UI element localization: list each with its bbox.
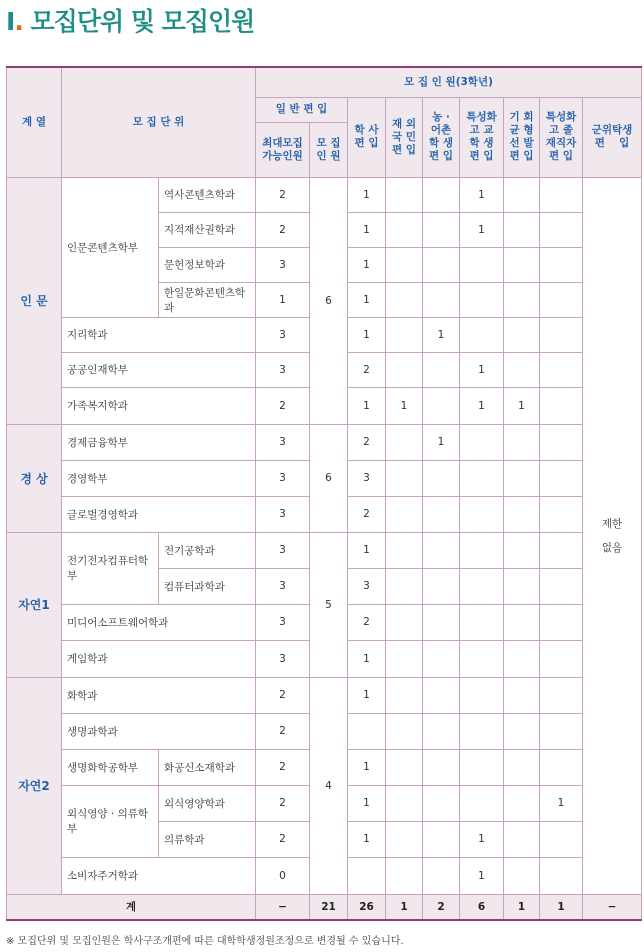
max-cell: 2 — [256, 713, 310, 749]
header-special-work: 특성화 고 졸 재직자 편 입 — [540, 97, 583, 177]
rural-cell — [423, 640, 460, 677]
equal-cell: 1 — [504, 387, 540, 424]
overseas-cell — [386, 821, 423, 857]
special-hs-cell — [460, 460, 504, 496]
header-equal: 기 회 균 형 선 발 편 입 — [504, 97, 540, 177]
equal-cell — [504, 821, 540, 857]
special-work-cell — [540, 532, 583, 568]
special-hs-cell — [460, 785, 504, 821]
max-cell: 2 — [256, 749, 310, 785]
dept-name: 글로벌경영학과 — [62, 496, 256, 532]
overseas-cell: 1 — [386, 387, 423, 424]
special-work-cell — [540, 352, 583, 387]
bachelor-cell: 1 — [348, 532, 386, 568]
special-work-cell — [540, 568, 583, 604]
equal-cell — [504, 247, 540, 282]
max-cell: 2 — [256, 212, 310, 247]
special-work-cell — [540, 677, 583, 713]
special-hs-cell — [460, 424, 504, 460]
group-nature1: 자연1 — [7, 532, 62, 677]
header-unit: 모 집 단 위 — [62, 67, 256, 177]
special-work-cell — [540, 857, 583, 894]
header-max: 최대모집 가능인원 — [256, 122, 310, 177]
division-food: 외식영양 · 의류학부 — [62, 785, 159, 857]
rural-cell — [423, 568, 460, 604]
overseas-cell — [386, 568, 423, 604]
quota-nature2: 4 — [310, 677, 348, 894]
rural-cell — [423, 352, 460, 387]
dept-name: 게임학과 — [62, 640, 256, 677]
equal-cell — [504, 677, 540, 713]
rural-cell — [423, 857, 460, 894]
max-cell: 3 — [256, 460, 310, 496]
title-dot: . — [14, 7, 23, 36]
special-hs-cell — [460, 496, 504, 532]
dept-name: 경영학부 — [62, 460, 256, 496]
dept-name: 의류학과 — [159, 821, 256, 857]
total-quota: 21 — [310, 894, 348, 920]
special-hs-cell — [460, 713, 504, 749]
header-recruit: 모 집 인 원(3학년) — [256, 67, 642, 97]
rural-cell: 1 — [423, 424, 460, 460]
max-cell: 3 — [256, 532, 310, 568]
total-equal: 1 — [504, 894, 540, 920]
dept-name: 가족복지학과 — [62, 387, 256, 424]
bachelor-cell — [348, 857, 386, 894]
max-cell: 3 — [256, 424, 310, 460]
equal-cell — [504, 713, 540, 749]
max-cell: 1 — [256, 282, 310, 317]
special-work-cell — [540, 177, 583, 212]
special-hs-cell: 1 — [460, 352, 504, 387]
overseas-cell — [386, 247, 423, 282]
equal-cell — [504, 749, 540, 785]
special-hs-cell: 1 — [460, 857, 504, 894]
special-work-cell — [540, 424, 583, 460]
special-work-cell — [540, 640, 583, 677]
special-hs-cell — [460, 317, 504, 352]
special-work-cell — [540, 212, 583, 247]
total-military: − — [583, 894, 642, 920]
group-humanities: 인 문 — [7, 177, 62, 424]
overseas-cell — [386, 713, 423, 749]
special-hs-cell — [460, 282, 504, 317]
division-electric: 전기전자컴퓨터학부 — [62, 532, 159, 604]
dept-name: 컴퓨터과학과 — [159, 568, 256, 604]
total-label: 계 — [7, 894, 256, 920]
header-gyeyeol: 계 열 — [7, 67, 62, 177]
overseas-cell — [386, 785, 423, 821]
bachelor-cell: 1 — [348, 640, 386, 677]
header-military: 군위탁생 편 입 — [583, 97, 642, 177]
bachelor-cell: 2 — [348, 352, 386, 387]
bachelor-cell: 1 — [348, 749, 386, 785]
overseas-cell — [386, 749, 423, 785]
max-cell: 3 — [256, 640, 310, 677]
bachelor-cell: 1 — [348, 785, 386, 821]
max-cell: 2 — [256, 785, 310, 821]
dept-name: 역사콘텐츠학과 — [159, 177, 256, 212]
bachelor-cell: 1 — [348, 317, 386, 352]
special-hs-cell — [460, 532, 504, 568]
special-hs-cell — [460, 604, 504, 640]
dept-name: 한일문화콘텐츠학과 — [159, 282, 256, 317]
equal-cell — [504, 640, 540, 677]
special-work-cell — [540, 821, 583, 857]
special-hs-cell: 1 — [460, 387, 504, 424]
total-rural: 2 — [423, 894, 460, 920]
rural-cell — [423, 604, 460, 640]
special-hs-cell — [460, 749, 504, 785]
rural-cell — [423, 247, 460, 282]
special-work-cell — [540, 247, 583, 282]
equal-cell — [504, 282, 540, 317]
max-cell: 3 — [256, 352, 310, 387]
dept-name: 미디어소프트웨어학과 — [62, 604, 256, 640]
overseas-cell — [386, 604, 423, 640]
header-rural: 농 · 어촌 학 생 편 입 — [423, 97, 460, 177]
overseas-cell — [386, 496, 423, 532]
dept-name: 문헌정보학과 — [159, 247, 256, 282]
max-cell: 2 — [256, 387, 310, 424]
max-cell: 2 — [256, 677, 310, 713]
rural-cell — [423, 532, 460, 568]
dept-name: 생명과학과 — [62, 713, 256, 749]
equal-cell — [504, 604, 540, 640]
footnote: ※ 모집단위 및 모집인원은 학사구조개편에 따른 대학학생정원조정으로 변경될 수 있습니다. — [6, 936, 404, 947]
total-bachelor: 26 — [348, 894, 386, 920]
rural-cell — [423, 212, 460, 247]
overseas-cell — [386, 677, 423, 713]
header-general: 일 반 편 입 — [256, 97, 348, 122]
military-note: 제한 없음 — [583, 177, 642, 894]
dept-name: 화학과 — [62, 677, 256, 713]
equal-cell — [504, 424, 540, 460]
page-title — [6, 2, 254, 42]
rural-cell — [423, 785, 460, 821]
special-hs-cell: 1 — [460, 212, 504, 247]
total-overseas: 1 — [386, 894, 423, 920]
max-cell: 2 — [256, 821, 310, 857]
bachelor-cell: 2 — [348, 496, 386, 532]
equal-cell — [504, 496, 540, 532]
dept-name: 소비자주거학과 — [62, 857, 256, 894]
quota-business: 6 — [310, 424, 348, 532]
equal-cell — [504, 785, 540, 821]
quota-humanities: 6 — [310, 177, 348, 424]
rural-cell — [423, 282, 460, 317]
dept-name: 경제금융학부 — [62, 424, 256, 460]
overseas-cell — [386, 857, 423, 894]
dept-name: 외식영양학과 — [159, 785, 256, 821]
dept-name: 지리학과 — [62, 317, 256, 352]
special-work-cell — [540, 317, 583, 352]
equal-cell — [504, 177, 540, 212]
bachelor-cell: 2 — [348, 424, 386, 460]
overseas-cell — [386, 317, 423, 352]
rural-cell — [423, 677, 460, 713]
overseas-cell — [386, 424, 423, 460]
dept-name: 공공인재학부 — [62, 352, 256, 387]
overseas-cell — [386, 212, 423, 247]
special-hs-cell: 1 — [460, 177, 504, 212]
max-cell: 3 — [256, 568, 310, 604]
equal-cell — [504, 212, 540, 247]
special-work-cell — [540, 604, 583, 640]
overseas-cell — [386, 460, 423, 496]
special-hs-cell — [460, 247, 504, 282]
total-max: − — [256, 894, 310, 920]
special-hs-cell — [460, 677, 504, 713]
bachelor-cell: 2 — [348, 604, 386, 640]
special-work-cell: 1 — [540, 785, 583, 821]
recruitment-table — [6, 66, 642, 921]
bachelor-cell: 1 — [348, 387, 386, 424]
bachelor-cell: 1 — [348, 821, 386, 857]
bachelor-cell: 1 — [348, 177, 386, 212]
special-work-cell — [540, 282, 583, 317]
bachelor-cell: 3 — [348, 460, 386, 496]
max-cell: 3 — [256, 496, 310, 532]
bachelor-cell: 3 — [348, 568, 386, 604]
max-cell: 3 — [256, 247, 310, 282]
rural-cell — [423, 821, 460, 857]
equal-cell — [504, 317, 540, 352]
header-special-hs: 특성화 고 교 학 생 편 입 — [460, 97, 504, 177]
overseas-cell — [386, 282, 423, 317]
group-business: 경 상 — [7, 424, 62, 532]
special-hs-cell — [460, 640, 504, 677]
overseas-cell — [386, 352, 423, 387]
equal-cell — [504, 568, 540, 604]
division-chem: 생명화학공학부 — [62, 749, 159, 785]
max-cell: 2 — [256, 177, 310, 212]
dept-name: 전기공학과 — [159, 532, 256, 568]
overseas-cell — [386, 532, 423, 568]
rural-cell — [423, 387, 460, 424]
rural-cell — [423, 177, 460, 212]
bachelor-cell: 1 — [348, 282, 386, 317]
equal-cell — [504, 532, 540, 568]
bachelor-cell: 1 — [348, 212, 386, 247]
bachelor-cell: 1 — [348, 247, 386, 282]
total-special-hs: 6 — [460, 894, 504, 920]
max-cell: 3 — [256, 317, 310, 352]
bachelor-cell: 1 — [348, 677, 386, 713]
special-work-cell — [540, 387, 583, 424]
equal-cell — [504, 857, 540, 894]
dept-name: 화공신소재학과 — [159, 749, 256, 785]
rural-cell — [423, 496, 460, 532]
special-work-cell — [540, 749, 583, 785]
overseas-cell — [386, 640, 423, 677]
section-number: Ⅰ — [6, 7, 15, 36]
overseas-cell — [386, 177, 423, 212]
header-bachelor: 학 사 편 입 — [348, 97, 386, 177]
rural-cell — [423, 749, 460, 785]
special-work-cell — [540, 713, 583, 749]
rural-cell — [423, 460, 460, 496]
header-overseas: 재 외 국 민 편 입 — [386, 97, 423, 177]
quota-nature1: 5 — [310, 532, 348, 677]
special-hs-cell — [460, 568, 504, 604]
special-work-cell — [540, 460, 583, 496]
rural-cell — [423, 713, 460, 749]
max-cell: 3 — [256, 604, 310, 640]
total-special-work: 1 — [540, 894, 583, 920]
title-text: 모집단위 및 모집인원 — [22, 7, 255, 36]
group-nature2: 자연2 — [7, 677, 62, 894]
special-work-cell — [540, 496, 583, 532]
rural-cell: 1 — [423, 317, 460, 352]
special-hs-cell: 1 — [460, 821, 504, 857]
division-content: 인문콘텐츠학부 — [62, 177, 159, 317]
bachelor-cell — [348, 713, 386, 749]
max-cell: 0 — [256, 857, 310, 894]
equal-cell — [504, 460, 540, 496]
dept-name: 지적재산권학과 — [159, 212, 256, 247]
equal-cell — [504, 352, 540, 387]
header-quota: 모 집 인 원 — [310, 122, 348, 177]
